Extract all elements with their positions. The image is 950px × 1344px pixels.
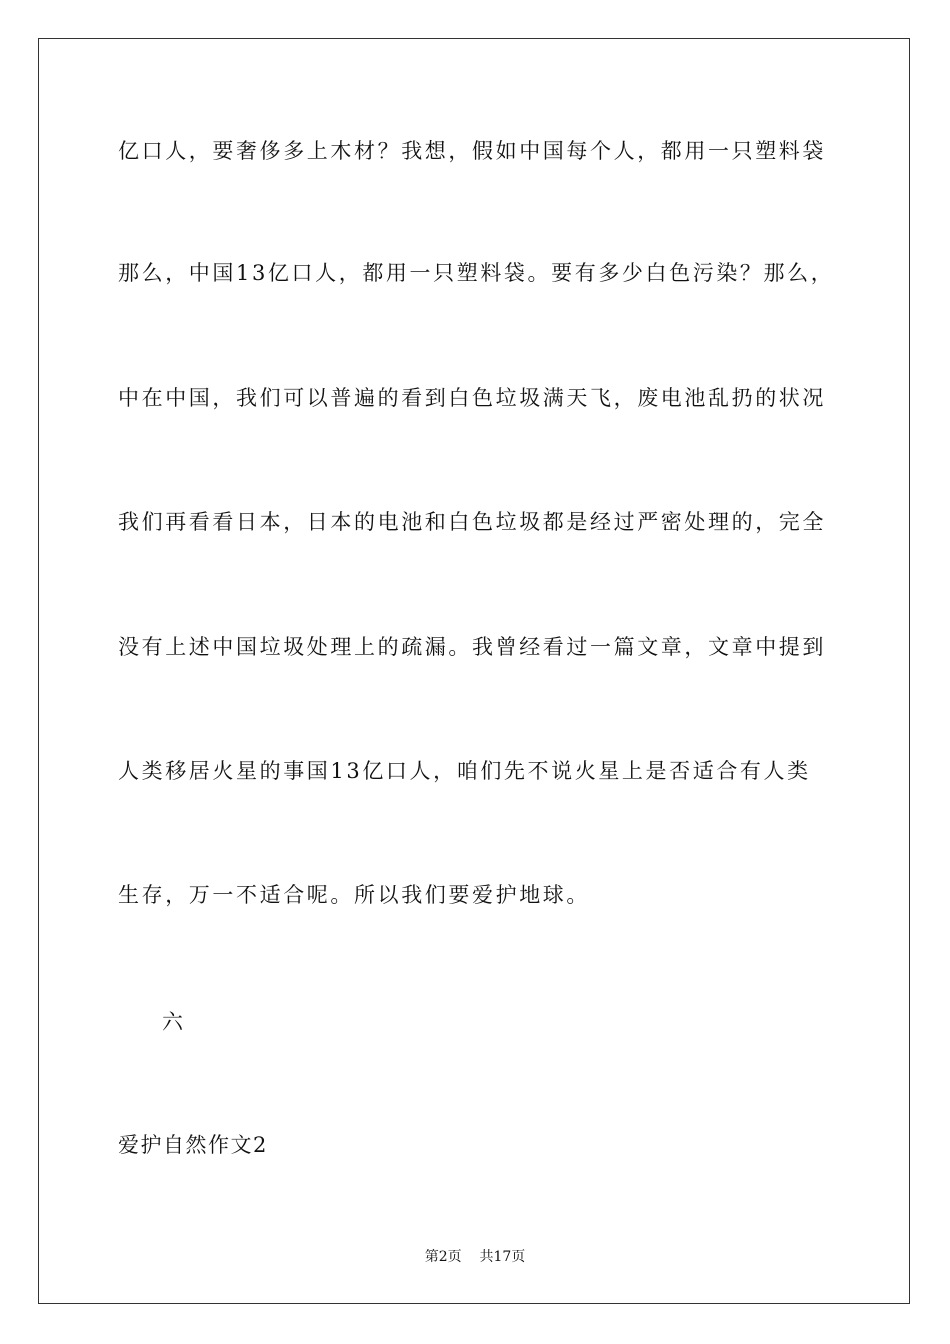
- page-border: [38, 38, 910, 1304]
- body-text-line: 那么，中国13亿口人，都用一只塑料袋。要有多少白色污染？那么，: [118, 261, 835, 285]
- body-text-line: 生存，万一不适合呢。所以我们要爱护地球。: [118, 883, 590, 907]
- body-text-line: 我们再看看日本，日本的电池和白色垃圾都是经过严密处理的，完全: [118, 510, 826, 534]
- body-text-line: 人类移居火星的事国13亿口人，咱们先不说火星上是否适合有人类: [118, 759, 811, 783]
- total-pages: 共17页: [479, 1249, 526, 1265]
- body-text-line: 亿口人，要奢侈多上木材？我想，假如中国每个人，都用一只塑料袋: [118, 139, 826, 163]
- essay-title: 爱护自然作文2: [118, 1133, 268, 1157]
- body-text-line: 中在中国，我们可以普遍的看到白色垃圾满天飞，废电池乱扔的状况: [118, 386, 826, 410]
- section-number: 六: [162, 1010, 183, 1034]
- body-text-line: 没有上述中国垃圾处理上的疏漏。我曾经看过一篇文章，文章中提到: [118, 635, 826, 659]
- page-footer: [0, 1247, 950, 1267]
- page-indicator: 第2页: [424, 1249, 462, 1265]
